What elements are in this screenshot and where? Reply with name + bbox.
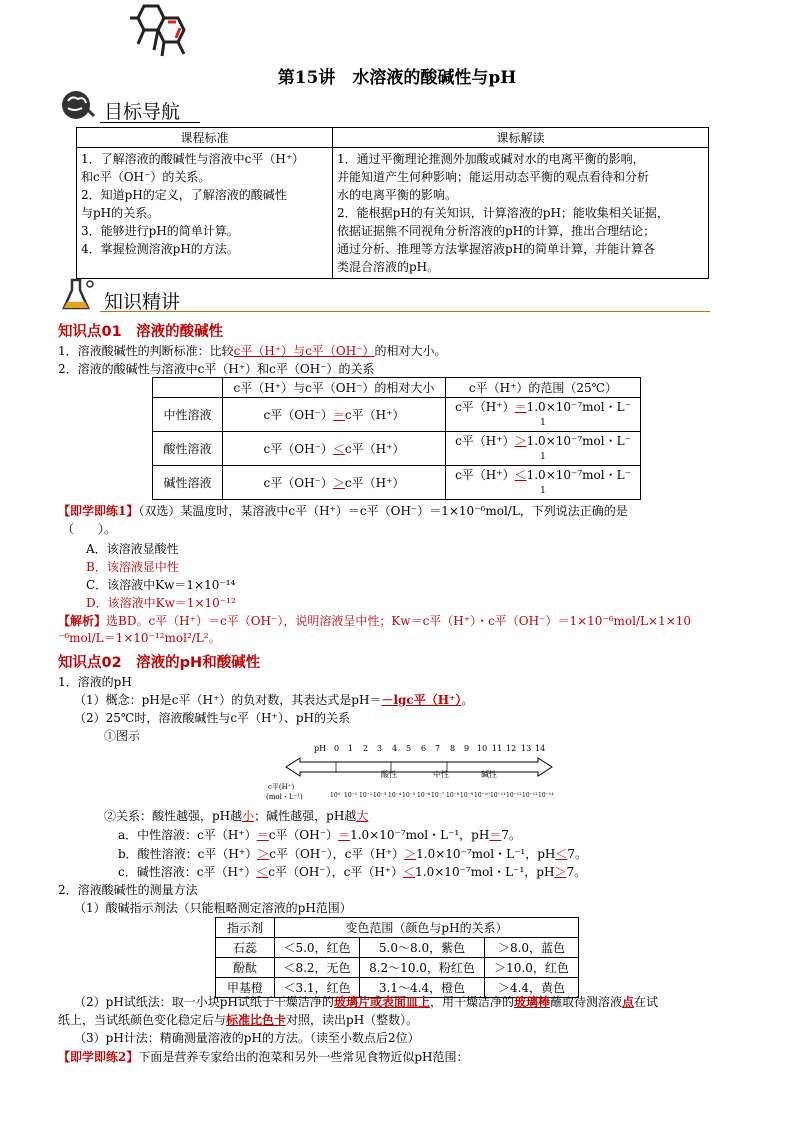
flask-icon [58,276,98,314]
practice1-analysis-cont: ⁻⁶mol/L＝1×10⁻¹²mol²/L²。 [58,631,221,645]
ph-c-unit: (mol・L⁻¹) [266,793,303,801]
acidity-row-label: 酸性溶液 [153,432,223,466]
ph-c-value: 10⁻¹⁰ [474,792,490,799]
ph-tick: 8 [450,744,456,753]
ph-scale-label: pH [314,744,327,753]
goal-table [76,127,709,279]
indicator-cell: ＞4.4，黄色 [485,978,579,998]
ph-c-value: 10⁻¹⁴ [538,792,554,799]
kp2-basic: c．碱性溶液：c平（H⁺）＜c平（OH⁻），c平（H⁺）＜1.0×10⁻⁷mol・L⁻¹，pH＞7。 [118,865,587,879]
practice1-blank: （ ）。 [62,522,117,536]
ph-c-label: c平(H⁺) [268,783,295,791]
goal-interp-line: 水的电离平衡的影响。 [337,188,458,202]
goal-col1-header: 课程标准 [77,128,333,148]
ph-c-value: 10⁻¹¹ [490,792,506,799]
ph-c-value: 10⁻⁸ [446,792,460,799]
ph-tick: 6 [421,744,427,753]
ph-double-arrow [284,756,554,778]
ph-c-value: 10⁻⁶ [417,792,431,799]
kp2-line: （1）概念：pH是c平（H⁺）的负对数，其表达式是pH＝－lgc平（H⁺）。 [74,693,474,707]
goal-interp-line: 2．能根据pH的有关知识，计算溶液的pH；能收集相关证据， [337,206,669,220]
ph-tick: 1 [348,744,354,753]
kp2-heading: 知识点02 溶液的pH和酸碱性 [58,655,261,671]
ph-tick: 13 [521,744,532,753]
practice1-analysis: 【解析】选BD。c平（H⁺）＝c平（OH⁻），说明溶液呈中性；Kw＝c平（H⁺）・c平（OH⁻）＝1×10⁻⁶mol/L×1×10 [58,614,692,628]
ph-tick: 11 [492,744,503,753]
indicator-cell: 石蕊 [216,938,275,958]
ph-scale-diagram [266,744,566,804]
ph-c-value: 10⁻³ [373,792,387,799]
ph-c-value: 10⁻² [359,792,373,799]
indicator-cell: ＞8.0，蓝色 [485,938,579,958]
acidity-col-header: c平（H⁺）的范围（25℃） [446,378,641,398]
kp2-acidic: b．酸性溶液：c平（H⁺）＞c平（OH⁻），c平（H⁺）＞1.0×10⁻⁷mol・L⁻¹，pH＜7。 [118,847,588,861]
indicator-cell: 8.2～10.0，粉红色 [360,958,485,978]
section-divider [100,311,710,312]
kp1-heading: 知识点01 溶液的酸碱性 [58,324,224,340]
ph-tick: 4 [392,744,398,753]
goal-interp-line: 并能知道产生何种影响；能运用动态平衡的观点看待和分析 [337,170,650,184]
indicator-cell: ＜8.2，无色 [275,958,360,978]
acidity-col-header: c平（H⁺）与c平（OH⁻）的相对大小 [223,378,446,398]
kp1-line1: 1．溶液酸碱性的判断标准：比较c平（H⁺）与c平（OH⁻）的相对大小。 [58,344,447,358]
ph-tick: 5 [406,744,412,753]
ph-tick-row [332,744,552,754]
ph-c-value: 10⁻¹³ [522,792,538,799]
ph-c-value: 10⁻⁷ [431,792,445,799]
practice1-option: B．该溶液显中性 [86,560,179,574]
kp2-line: ①图示 [104,729,141,743]
ph-acid-label: 酸性 [381,770,397,779]
ph-tick: 10 [477,744,488,753]
kp2-line: （2）25℃时，溶液酸碱性与c平（H⁺）、pH的关系 [74,711,350,725]
acidity-row-label: 中性溶液 [153,398,223,432]
goal-std-line: 3．能够进行pH的简单计算。 [81,224,239,238]
kp2-measure: 2．溶液酸碱性的测量方法 [58,883,198,897]
indicator-cell: 酚酞 [216,958,275,978]
goal-std-line: 4．掌握检测溶液pH的方法。 [81,242,239,256]
ph-base-label: 碱性 [481,770,497,779]
goal-interp-line: 类混合溶液的pH。 [337,260,440,274]
kp2-ph-meter: （3）pH计法：精确测量溶液的pH的方法。（读至小数点后2位） [74,1031,420,1045]
practice1-option: C．该溶液中Kw＝1×10⁻¹⁴ [86,578,236,592]
goal-col2-header: 课标解读 [333,128,709,148]
goal-std-line: 2．知道pH的定义，了解溶液的酸碱性 [81,188,287,202]
ph-neutral-label: 中性 [433,770,449,779]
indicator-header: 指示剂 [216,918,275,938]
indicator-cell: ＜5.0，红色 [275,938,360,958]
kp2-ph-paper: （2）pH试纸法：取一小块pH试纸于干燥洁净的玻璃片或表面皿上，用干燥洁净的玻璃棒蘸取待测溶液点在试 [74,995,659,1009]
ph-c-value: 10⁻⁵ [402,792,416,799]
acidity-table: c平（H⁺）与c平（OH⁻）的相对大小 c平（H⁺）的范围（25℃） 中性溶液 c平（OH⁻）＝c平（H⁺） c平（H⁺）＝1.0×10⁻⁷mol・L⁻ 1 酸性溶液 c平（OH⁻）＜c平（H⁺） c平（H⁺）＞1.0×10⁻⁷mol・L⁻ 1 碱性溶液 c平（OH⁻）＞c平（H⁺） c平（H⁺）＜1.0×10⁻⁷mol・L⁻ 1 [152,377,641,500]
indicator-cell: 5.0～8.0，紫色 [360,938,485,958]
ph-tick: 9 [464,744,470,753]
ph-tick: 7 [435,744,441,753]
ph-tick: 0 [334,744,340,753]
ph-c-value: 10⁻¹ [344,792,358,799]
indicator-cell: 甲基橙 [216,978,275,998]
goal-interp-line: 通过分析、推理等方法掌握溶液pH的简单计算，并能计算各 [337,242,656,256]
goal-interp-line: 1．通过平衡理论推测外加酸或碱对水的电离平衡的影响， [337,152,645,166]
ph-c-value: 10⁻⁹ [460,792,474,799]
kp2-relation: ②关系：酸性越强，pH越小；碱性越强，pH越大 [104,809,369,823]
ph-c-value: 10⁻⁴ [388,792,402,799]
section-knowledge: 知识精讲 [104,291,181,313]
indicator-cell: 3.1～4.4，橙色 [360,978,485,998]
page-title: 第15讲 水溶液的酸碱性与pH [277,68,517,88]
ph-tick: 12 [506,744,517,753]
practice1-option: A．该溶液显酸性 [86,542,179,556]
kp2-ph-paper-cont: 纸上，当试纸颜色变化稳定后与标准比色卡对照，读出pH（整数）。 [58,1013,419,1027]
indicator-table [215,917,579,998]
section-goal-nav: 目标导航 [104,101,181,123]
kp2-measure: （1）酸碱指示剂法（只能粗略测定溶液的pH范围） [74,901,352,915]
practice1-stem: 【即学即练1】（双选）某温度时，某溶液中c平（H⁺）＝c平（OH⁻）＝1×10⁻⁶mol/L，下列说法正确的是 [58,504,628,518]
goal-std-line: 1．了解溶液的酸碱性与溶液中c平（H⁺） [81,152,305,166]
kp2-line: 1．溶液的pH [58,675,132,689]
acidity-row-label: 碱性溶液 [153,466,223,500]
goal-interp-line: 依据证据熊不同视角分析溶液的pH的计算，推出合理结论； [337,224,656,238]
practice1-option: D．该溶液中Kw＝1×10⁻¹² [86,596,236,610]
ph-tick: 2 [363,744,369,753]
kp2-neutral: a．中性溶液：c平（H⁺）＝c平（OH⁻）＝1.0×10⁻⁷mol・L⁻¹，pH＝7。 [118,828,521,842]
indicator-cell: ＞10.0，红色 [485,958,579,978]
practice2-stem: 【即学即练2】下面是营养专家给出的泡菜和另外一些常见食物近似pH范围： [58,1050,469,1064]
ph-tick: 14 [535,744,546,753]
kp1-line2: 2．溶液的酸碱性与溶液中c平（H⁺）和c平（OH⁻）的关系 [58,362,375,376]
ph-c-value: 10⁻¹² [506,792,522,799]
ph-tick: 3 [377,744,383,753]
indicator-cell: ＜3.1，红色 [275,978,360,998]
brain-head-icon [60,88,96,124]
goal-std-line: 与pH的关系。 [81,206,160,220]
section-divider [100,122,200,123]
ph-c-value: 10⁰ [330,792,341,799]
goal-std-line: 和c平（OH⁻）的关系。 [81,170,211,184]
molecule-logo-icon [118,0,198,62]
indicator-header: 变色范围（颜色与pH的关系） [275,918,579,938]
